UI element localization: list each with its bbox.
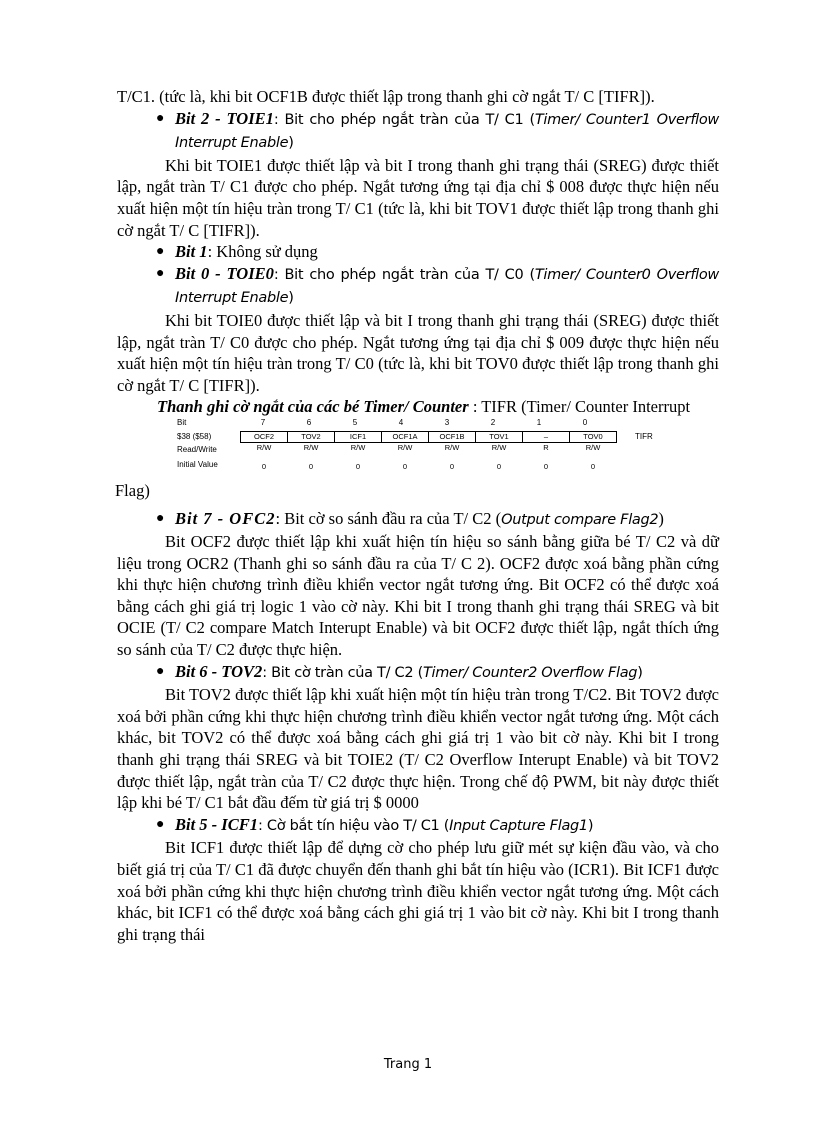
paragraph-tov2: Bit TOV2 được thiết lập khi xuất hiện một tín hiệu tràn trong T/C2. Bit TOV2 được xoá bởi phần cứng khi thực hiện chương trình điều khiển vector ngắt tương ứng. Một cách khác, bit TOV2 có thể được xoá bằng cách ghi giá trị 1 vào bit cờ này. Khi bit I trong thanh ghi trạng thái SREG và bit TOIE2 (T/ C2 Overflow Interupt Enable) và bit TOV2 được thiết lập, ngắt tràn của T/ C2 được thực hiện. Trong chế độ PWM, bit này được thiết lập khi bé T/ C1 bắt đầu đếm từ giá trị $ 0000 (117, 685, 719, 813)
bullet-dot-icon: ● (156, 244, 165, 260)
bullet-dot-icon: ● (156, 816, 165, 832)
bit-title: Bit 2 - TOIE1 (175, 108, 274, 128)
bullet-bit1: ● Bit 1: Không sử dụng (156, 242, 318, 262)
bit-row-label: Bit (177, 417, 187, 427)
heading-tail: Flag) (115, 480, 150, 500)
bullet-dot-icon: ● (156, 510, 165, 526)
bit-title: Bit 0 - TOIE0 (175, 263, 274, 283)
bullet-ofc2: ● Bit 7 - OFC2: Bit cờ so sánh đầu ra của T/ C2 (Output compare Flag2) (156, 508, 664, 528)
register-bit-table (240, 431, 617, 472)
bullet-icf1: ● Bit 5 - ICF1: Cờ bắt tín hiệu vào T/ C1 (Input Capture Flag1) (156, 814, 594, 834)
bit-title: Bit 5 - ICF1 (175, 814, 258, 834)
paragraph-toie0: Khi bit TOIE0 được thiết lập và bit I trong thanh ghi trạng thái (SREG) được thiết lập, ngắt tràn T/ C0 được cho phép. Ngắt tương ứng tại địa chỉ $ 009 được thực hiện nếu xuất hiện một tín hiệu tràn trong T/ C0 (tức là, khi bit TOV0 được thiết lập trong thanh ghi cờ ngắt T/ C [TIFR]). (117, 310, 719, 395)
bit-cell: OCF1B (429, 431, 476, 442)
bit-cell: TOV0 (570, 431, 617, 442)
address-label: $38 ($58) (177, 431, 212, 441)
bit-name-row (241, 431, 617, 442)
bit-cell: OCF1A (382, 431, 429, 442)
bit-title: Bit 7 - OFC2 (175, 508, 276, 528)
initial-value-label: Initial Value (177, 459, 218, 469)
init-row: 0 0 0 0 0 0 0 0 (261, 461, 596, 471)
read-write-label: Read/Write (177, 444, 217, 454)
paragraph-ocf1b-tail: T/C1. (tức là, khi bit OCF1B được thiết lập trong thanh ghi cờ ngắt T/ C [TIFR]). (117, 87, 655, 106)
bit-cell: – (523, 431, 570, 442)
bullet-toie0: ● Bit 0 - TOIE0: Bit cho phép ngắt tràn của T/ C0 (Timer/ Counter0 Overflow Interrupt Enable) (156, 263, 719, 307)
bullet-tov2: ● Bit 6 - TOV2: Bit cờ tràn của T/ C2 (Timer/ Counter2 Overflow Flag) (156, 661, 643, 681)
rw-row: R/W R/W R/W R/W R/W R/W R R/W (256, 442, 601, 452)
paragraph-ofc2: Bit OCF2 được thiết lập khi xuất hiện tín hiệu so sánh bằng giữa bé T/ C2 và dữ liệu trong OCR2 (Thanh ghi so sánh đầu ra của T/ C 2). OCF2 được xoá bằng phần cứng khi thực hiện chương trình điều khiển vector ngắt tương ứng. Bit OCF2 có thể được xoá bằng cách ghi giá trị logic 1 vào cờ này. Khi bit I trong thanh ghi trạng thái SREG và bit OCIE (T/ C2 compare Match Interupt Enable) và bit OCF2 được thiết lập, ngắt thích ứng so sánh của T/ C2 được thực hiện. (117, 532, 719, 660)
bit-cell: TOV2 (288, 431, 335, 442)
bit-title: Bit 6 - TOV2 (175, 661, 263, 681)
tifr-register-diagram: Bit $38 ($58) Read/Write Initial Value 7 6 5 4 3 2 1 0 OCF2 TOV2 ICF1 OCF1A OCF1B TOV1 – TOV0 R/W R/W R/W R/W R/W R/W R R/W 0 0 0 0 0 0 0 0 TIFR (177, 417, 653, 471)
paragraph-icf1: Bit ICF1 được thiết lập để dựng cờ cho phép lưu giữ mét sự kiện đầu vào, và cho biết giá trị của T/ C1 đã được chuyển đến thanh ghi bắt tín hiệu vào (ICR1). Bit ICF1 được xoá bởi phần cứng khi thực hiện chương trình điều khiển vector ngắt tương ứng. Một cách khác, bit ICF1 có thể được xoá bằng cách ghi giá trị 1 vào bit cờ này. Khi bit I trong thanh ghi trạng thái (117, 838, 719, 944)
bullet-dot-icon: ● (156, 265, 165, 281)
bullet-toie1: ● Bit 2 - TOIE1: Bit cho phép ngắt tràn của T/ C1 (Timer/ Counter1 Overflow Interrupt Enable) (156, 108, 719, 152)
bit-cell: OCF2 (241, 431, 288, 442)
bullet-dot-icon: ● (156, 663, 165, 679)
register-name-label: TIFR (635, 431, 653, 441)
bullet-dot-icon: ● (156, 110, 165, 126)
bit-cell: TOV1 (476, 431, 523, 442)
document-page (117, 86, 719, 945)
bit-title: Bit 1 (175, 242, 208, 262)
page-footer: Trang 1 (383, 1057, 433, 1072)
tifr-heading: Thanh ghi cờ ngắt của các bé Timer/ Counter : TIFR (Timer/ Counter Interrupt (157, 397, 691, 417)
paragraph-toie1: Khi bit TOIE1 được thiết lập và bit I trong thanh ghi trạng thái (SREG) được thiết lập, ngắt tràn T/ C1 được cho phép. Ngắt tương ứng tại địa chỉ $ 008 được thực hiện nếu xuất hiện một tín hiệu tràn trong T/ C1 (tức là, khi bit TOV1 được thiết lập trong thanh ghi cờ ngắt T/ C [TIFR]). (117, 155, 719, 240)
bit-cell: ICF1 (335, 431, 382, 442)
